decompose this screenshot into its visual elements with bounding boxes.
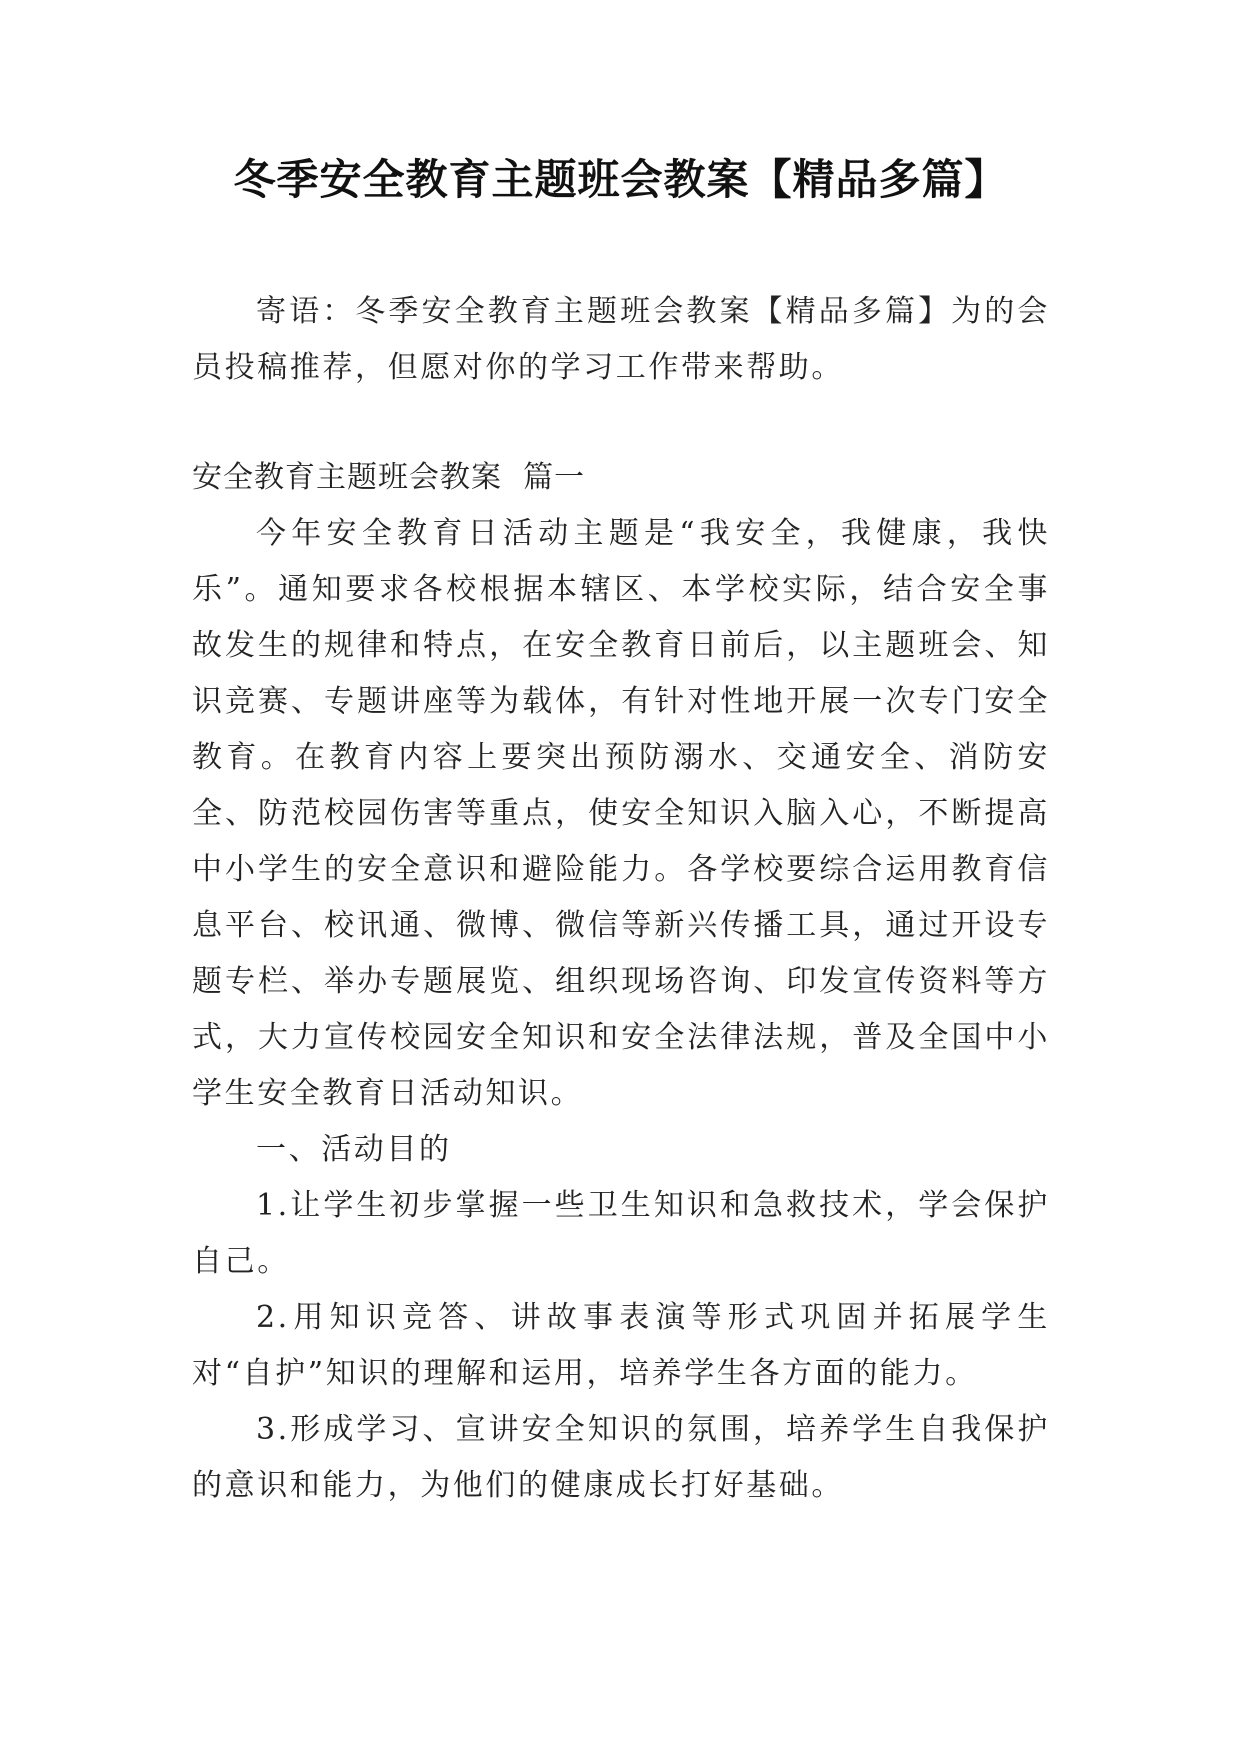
list-item-3: 3.形成学习、宣讲安全知识的氛围，培养学生自我保护的意识和能力，为他们的健康成长打好基础。	[192, 1412, 1050, 1503]
list-item-2: 2.用知识竞答、讲故事表演等形式巩固并拓展学生对“自护”知识的理解和运用，培养学生各方面的能力。	[192, 1300, 1050, 1391]
list-item-1: 1.让学生初步掌握一些卫生知识和急救技术，学会保护自己。	[192, 1188, 1050, 1279]
body-paragraph-1: 今年安全教育日活动主题是“我安全，我健康，我快乐”。通知要求各校根据本辖区、本学校实际，结合安全事故发生的规律和特点，在安全教育日前后，以主题班会、知识竞赛、专题讲座等为载体，有针对性地开展一次专门安全教育。在教育内容上要突出预防溺水、交通安全、消防安全、防范校园伤害等重点，使安全知识入脑入心，不断提高中小学生的安全意识和避险能力。各学校要综合运用教育信息平台、校讯通、微博、微信等新兴传播工具，通过开设专题专栏、举办专题展览、组织现场咨询、印发宣传资料等方式，大力宣传校园安全知识和安全法律法规，普及全国中小学生安全教育日活动知识。	[192, 516, 1050, 1111]
section-heading: 安全教育主题班会教案 篇一	[192, 460, 586, 495]
document-title: 冬季安全教育主题班会教案【精品多篇】	[233, 155, 1008, 204]
document-body	[192, 284, 1050, 1514]
intro-paragraph: 寄语：冬季安全教育主题班会教案【精品多篇】为的会员投稿推荐，但愿对你的学习工作带来帮助。	[192, 294, 1050, 385]
subheading-activity-goals: 一、活动目的	[256, 1132, 452, 1167]
